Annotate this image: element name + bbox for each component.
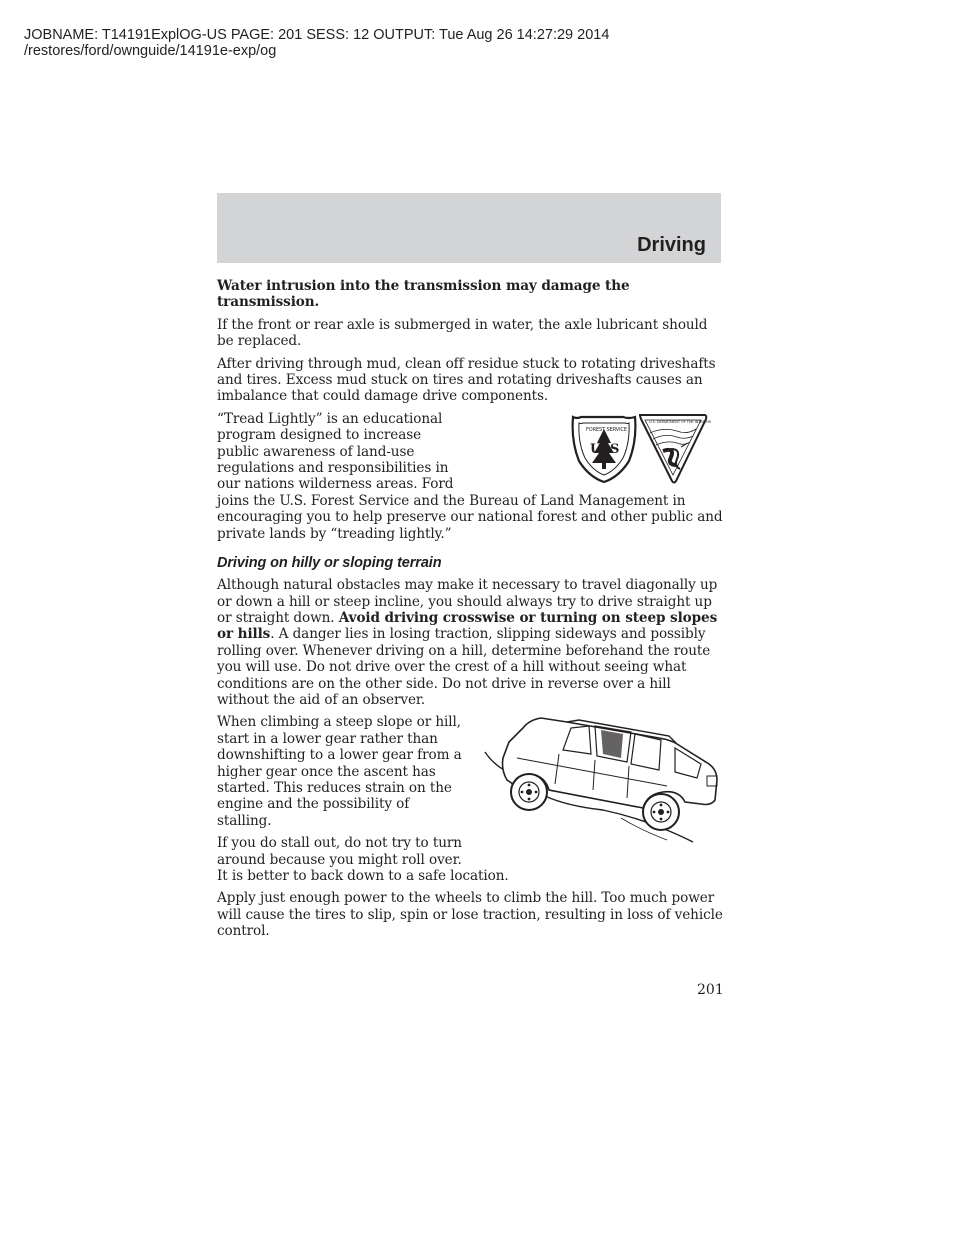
blm-label: U.S. DEPARTMENT OF THE INTERIOR — [649, 419, 711, 424]
tread-lightly-paragraph: “Tread Lightly” is an educational program designed to increase public awareness of land-use regulations and responsibilities in our nations wilderness areas. Ford joins the U.S. Forest Service and the Bureau of Land Management in encouraging you to help preserve our national forest and other public and private lands by “treading lightly.” — [217, 410, 723, 542]
forest-service-label: FOREST SERVICE — [586, 426, 627, 433]
agency-logos-graphic — [463, 411, 723, 485]
transmission-warning: Water intrusion into the transmission may damage the transmission. — [217, 278, 630, 311]
hill-driving-text-b: . A danger lies in losing traction, slipping sideways and possibly rolling over. Whenever driving on a hill, determine beforehand the route you will use. Do not drive over the crest of a hill without seeing what conditions are on the other side. Do not drive in reverse over a hill without the aid of an observer. — [217, 626, 711, 708]
forest-service-shield-icon — [573, 417, 636, 482]
forest-service-s-letter: S — [610, 441, 620, 457]
tread-lightly-logos — [463, 411, 723, 485]
rear-wheel-icon — [643, 794, 679, 830]
blm-logo-icon — [640, 415, 712, 483]
hill-driving-text-a: Although natural obstacles may make it necessary to travel diagonally up or down a hill or steep incline, you should always try to drive straight up or straight down. — [217, 577, 718, 626]
stall-out-paragraph: If you do stall out, do not try to turn around because you might roll over. It is better to back down to a safe location. — [217, 835, 509, 884]
hilly-terrain-heading: Driving on hilly or sloping terrain — [217, 555, 442, 572]
section-title: Driving — [637, 234, 706, 256]
job-info — [24, 27, 609, 59]
hill-driving-warning: Avoid driving crosswise or turning on steep slopes or hills — [217, 609, 718, 643]
vehicle-on-slope-illustration — [471, 714, 723, 859]
job-info-line-2: /restores/ford/ownguide/14191e-exp/og — [24, 43, 277, 59]
axle-lubricant-paragraph: If the front or rear axle is submerged in water, the axle lubricant should be replaced. — [217, 316, 708, 350]
power-paragraph: Apply just enough power to the wheels to climb the hill. Too much power will cause the tires to slip, spin or lose traction, resulting in loss of vehicle control. — [217, 890, 723, 940]
page-content — [217, 278, 723, 946]
job-info-line-1: JOBNAME: T14191ExplOG-US PAGE: 201 SESS: 12 OUTPUT: Tue Aug 26 14:27:29 2014 — [24, 27, 610, 43]
forest-service-u-letter: U — [590, 441, 602, 457]
suv-on-hill-icon — [471, 714, 723, 859]
page-number: 201 — [697, 982, 724, 998]
hill-driving-paragraph — [217, 577, 723, 708]
climbing-slope-paragraph: When climbing a steep slope or hill, start in a lower gear rather than downshifting to a lower gear from a higher gear once the ascent has started. This reduces strain on the engine and the possibility of stalling. — [217, 714, 462, 829]
front-wheel-icon — [511, 774, 547, 810]
mud-paragraph: After driving through mud, clean off residue stuck to rotating driveshafts and tires. Excess mud stuck on tires and rotating driveshafts causes an imbalance that could damage drive components. — [217, 355, 716, 405]
section-header — [217, 193, 721, 263]
